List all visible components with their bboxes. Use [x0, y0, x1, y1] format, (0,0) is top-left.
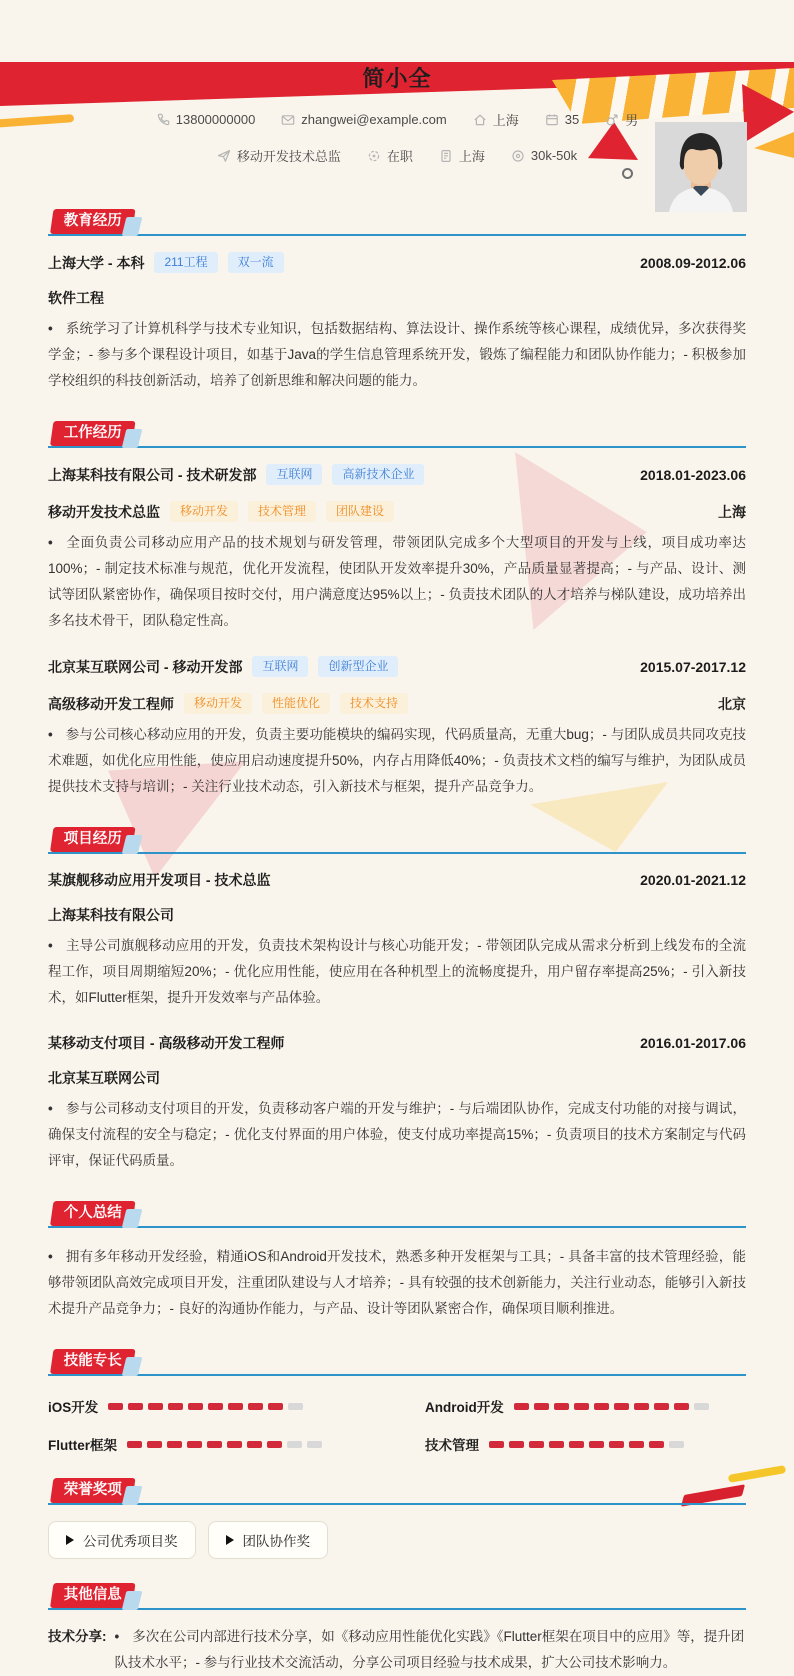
work-role-row [48, 693, 746, 714]
home-city-value: 上海 [492, 113, 519, 128]
section-badge-other [50, 1583, 136, 1608]
age-field [545, 112, 579, 127]
skill-level-bar [127, 1441, 322, 1448]
target-job-icon [217, 149, 231, 163]
contact-row-2 [48, 146, 746, 165]
section-honors [48, 1478, 746, 1559]
section-badge-work [50, 421, 136, 446]
education-entry-row [48, 252, 746, 273]
company-name: 北京某互联网公司 - 移动开发部 [48, 658, 243, 675]
work-company-row [48, 656, 746, 677]
skill-item-flutter [48, 1434, 369, 1454]
section-header-work [48, 421, 746, 448]
section-badge-projects [50, 827, 136, 852]
other-info-description: • 多次在公司内部进行技术分享，如《移动应用性能优化实践》《Flutter框架在项目中的应用》等，提升团队技术水平；- 参与行业技术交流活动，分享公司项目经验与技术成果，扩大公司技术影响力。 [115, 1624, 747, 1676]
honor-label: 公司优秀项目奖 [83, 1534, 178, 1549]
company-tag: 创新型企业 [318, 656, 398, 677]
work-date: 2015.07-2017.12 [640, 658, 746, 675]
school-name: 上海大学 - 本科 [48, 254, 145, 271]
role-tag: 技术支持 [340, 693, 408, 714]
project-entry-1 [48, 870, 746, 1011]
skill-name: 技术管理 [425, 1438, 479, 1453]
salary-icon [511, 149, 525, 163]
city-icon [439, 149, 453, 163]
email-value: zhangwei@example.com [301, 112, 447, 127]
section-title-summary: 个人总结 [63, 1205, 122, 1221]
work-date: 2018.01-2023.06 [640, 466, 746, 483]
role-name: 移动开发技术总监 [48, 503, 160, 520]
section-skills [48, 1349, 746, 1454]
work-location: 上海 [718, 503, 746, 520]
other-info-row [48, 1624, 746, 1676]
home-icon [473, 113, 487, 127]
education-date: 2008.09-2012.06 [640, 254, 746, 271]
target-job-field [217, 146, 341, 165]
role-tag: 性能优化 [262, 693, 330, 714]
project-title-row [48, 1033, 746, 1053]
section-badge-skills [50, 1349, 136, 1374]
skills-grid [48, 1396, 746, 1454]
phone-value: 13800000000 [175, 112, 256, 127]
resume-page [0, 62, 794, 1676]
target-job-value: 移动开发技术总监 [236, 149, 341, 164]
project-date: 2020.01-2021.12 [640, 872, 746, 888]
school-tag: 211工程 [154, 252, 217, 273]
section-title-skills: 技能专长 [63, 1353, 122, 1369]
work-entry-2 [48, 656, 746, 800]
section-work [48, 421, 746, 800]
skill-name: iOS开发 [48, 1400, 99, 1415]
section-title-honors: 荣誉奖项 [63, 1482, 122, 1498]
section-title-projects: 项目经历 [63, 831, 122, 847]
email-field [281, 112, 446, 127]
salary-field [511, 148, 577, 163]
project-description: • 参与公司移动支付项目的开发，负责移动客户端的开发与维护；- 与后端团队协作，完成支付功能的对接与调试，确保支付流程的安全与稳定；- 优化支付界面的用户体验，使支付成功率提高15%；- 负责项目的技术方案制定与代码评审，保证代码质量。 [48, 1096, 746, 1174]
skill-item-management [425, 1434, 746, 1454]
skill-item-ios [48, 1396, 369, 1416]
company-tag: 互联网 [252, 656, 308, 677]
section-header-other [48, 1583, 746, 1610]
skill-level-bar [489, 1441, 684, 1448]
skill-item-android [425, 1396, 746, 1416]
major-name: 软件工程 [48, 290, 104, 306]
company-tag: 高新技术企业 [332, 464, 424, 485]
section-badge-honors [50, 1478, 136, 1503]
role-name: 高级移动开发工程师 [48, 695, 174, 712]
section-header-education [48, 209, 746, 236]
company-name: 上海某科技有限公司 - 技术研发部 [48, 466, 257, 483]
salary-value: 30k-50k [530, 148, 578, 163]
section-education [48, 209, 746, 394]
section-title-other: 其他信息 [63, 1587, 122, 1603]
education-description: • 系统学习了计算机科学与技术专业知识，包括数据结构、算法设计、操作系统等核心课程，成绩优异，多次获得奖学金；- 参与多个课程设计项目，如基于Java的学生信息管理系统开发，锻炼了编程能力和团队协作能力；- 积极参加学校组织的科技创新活动，培养了创新思维和解决问题的能力。 [48, 316, 746, 394]
section-header-projects [48, 827, 746, 854]
play-icon [226, 1535, 234, 1545]
school-tag: 双一流 [228, 252, 284, 273]
skill-level-bar [108, 1403, 303, 1410]
job-status-field [367, 146, 413, 165]
gender-field [605, 110, 638, 129]
honor-list [48, 1521, 746, 1559]
section-other [48, 1583, 746, 1676]
phone-field [156, 112, 256, 127]
work-entry-1 [48, 464, 746, 634]
company-tag: 互联网 [266, 464, 322, 485]
play-icon [66, 1535, 74, 1545]
skill-name: Android开发 [425, 1400, 504, 1415]
section-summary [48, 1201, 746, 1322]
section-title-work: 工作经历 [63, 425, 122, 441]
gender-value: 男 [625, 113, 639, 128]
section-badge-education [50, 209, 136, 234]
work-role-row [48, 501, 746, 522]
skill-level-bar [514, 1403, 709, 1410]
project-description: • 主导公司旗舰移动应用的开发，负责技术架构设计与核心功能开发；- 带领团队完成从需求分析到上线发布的全流程工作，项目周期缩短20%；- 优化应用性能，使应用在各种机型上的流畅度提升，用户留存率提高25%；- 引入新技术，如Flutter框架，提升开发效率与产品体验。 [48, 933, 746, 1011]
other-info-label: 技术分享: [48, 1629, 107, 1644]
job-status-icon [367, 149, 381, 163]
phone-icon [156, 113, 170, 127]
project-company: 上海某科技有限公司 [48, 907, 174, 923]
project-company: 北京某互联网公司 [48, 1070, 160, 1086]
work-location: 北京 [718, 695, 746, 712]
work-company-row [48, 464, 746, 485]
section-projects [48, 827, 746, 1174]
mail-icon [281, 113, 295, 127]
contact-row-1 [48, 110, 746, 129]
project-name: 某移动支付项目 - 高级移动开发工程师 [48, 1035, 285, 1051]
section-title-education: 教育经历 [63, 213, 122, 229]
section-header-honors [48, 1478, 746, 1505]
project-entry-2 [48, 1033, 746, 1174]
summary-description: • 拥有多年移动开发经验，精通iOS和Android开发技术，熟悉多种开发框架与工具；- 具备丰富的技术管理经验，能够带领团队高效完成项目开发，注重团队建设与人才培养；- 具有较强的技术创新能力，关注行业动态，能够引入新技术提升产品竞争力；- 良好的沟通协作能力，与产品、设计等团队紧密合作，确保项目顺利推进。 [48, 1244, 746, 1322]
section-badge-summary [50, 1201, 136, 1226]
role-tag: 团队建设 [326, 501, 394, 522]
candidate-name: 简小全 [362, 66, 432, 91]
honor-label: 团队协作奖 [242, 1534, 310, 1549]
role-tag: 移动开发 [170, 501, 238, 522]
role-tag: 移动开发 [184, 693, 252, 714]
honor-pill-1[interactable] [48, 1521, 196, 1559]
job-status-value: 在职 [386, 149, 413, 164]
work-city-field [439, 146, 485, 165]
skill-name: Flutter框架 [48, 1438, 117, 1453]
gender-icon [605, 113, 619, 127]
age-value: 35 [564, 112, 580, 127]
section-header-summary [48, 1201, 746, 1228]
work-description: • 参与公司核心移动应用的开发，负责主要功能模块的编码实现，代码质量高，无重大bug；- 与团队成员共同攻克技术难题，如优化应用性能，使应用启动速度提升50%，内存占用降低40%；- 负责技术文档的编写与维护，为团队成员提供技术支持与培训；- 关注行业技术动态，引入新技术与框架，提升产品竞争力。 [48, 722, 746, 800]
age-icon [545, 113, 559, 127]
role-tag: 技术管理 [248, 501, 316, 522]
work-city-value: 上海 [458, 149, 485, 164]
work-description: • 全面负责公司移动应用产品的技术规划与研发管理，带领团队完成多个大型项目的开发与上线，项目成功率达100%；- 制定技术标准与规范，优化开发流程，使团队开发效率提升30%，产品质量显著提高；- 与产品、设计、测试等团队紧密协作，确保项目按时交付，用户满意度达95%以上；- 负责技术团队的人才培养与梯队建设，成功培养出多名技术骨干，团队稳定性高。 [48, 530, 746, 634]
honor-pill-2[interactable] [208, 1521, 329, 1559]
project-name: 某旗舰移动应用开发项目 - 技术总监 [48, 872, 271, 888]
project-title-row [48, 870, 746, 890]
home-city-field [473, 110, 519, 129]
section-header-skills [48, 1349, 746, 1376]
project-date: 2016.01-2017.06 [640, 1035, 746, 1051]
